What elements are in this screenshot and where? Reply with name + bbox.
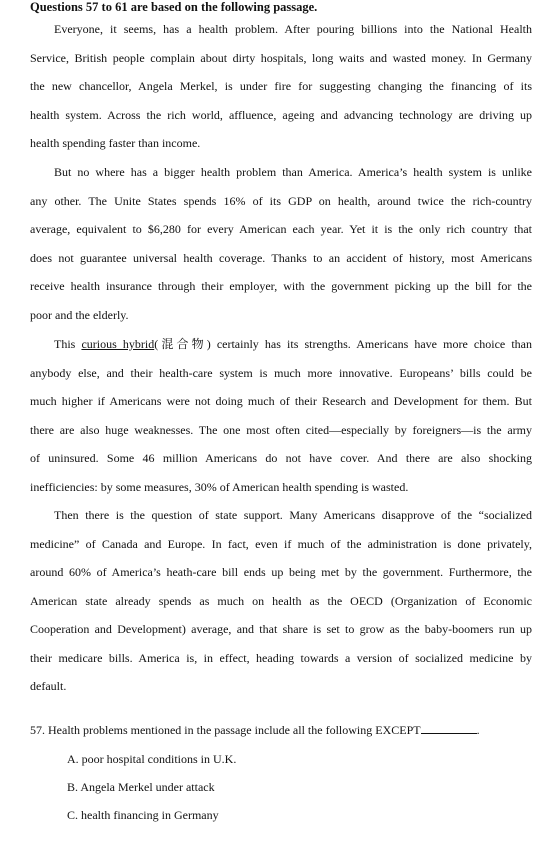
passage-line: the new chancellor, Angela Merkel, is under fire for suggesting changing the financing of its [30,79,532,93]
passage-line: average, equivalent to $6,280 for every American each year. Yet it is the only rich country that [30,222,532,236]
passage-line: health system. Across the rich world, affluence, ageing and advancing technology are driving up [30,107,532,122]
option-b: B. Angela Merkel under attack [67,780,215,794]
passage-line: there are also huge weaknesses. The one most often cited—especially by foreigners—is the army [30,422,532,437]
passage-line: of uninsured. Some 46 million Americans do not have cover. And there are also shocking [30,451,532,465]
passage-line: Cooperation and Development) average, and that share is set to grow as the baby-boomers run up [30,622,532,636]
question-stem: 57. Health problems mentioned in the passage include all the following EXCEPT [30,723,421,737]
option-a: A. poor hospital conditions in U.K. [67,752,237,766]
question-tail: . [476,723,480,737]
line-text: (混合物) certainly has its strengths. Americans have more choice than [154,337,532,351]
passage-line [54,337,532,351]
option-c: C. health financing in Germany [67,808,219,822]
question-57 [30,723,480,737]
underlined-term: curious hybrid [81,337,155,351]
passage-line: inefficiencies: by some measures, 30% of American health spending is wasted. [30,479,409,494]
passage-line: anybody else, and their health-care system is much more innovative. Europeans’ bills could be [30,365,532,380]
passage-line: Then there is the question of state support. Many Americans disapprove of the “socialized [54,508,532,522]
passage-line: their medicare bills. America is, in effect, heading towards a version of socialized medicine by [30,650,532,665]
passage-line: poor and the elderly. [30,307,129,322]
passage-line: receive health insurance through their employer, with the government picking up the bill for the [30,279,532,293]
passage-line: much higher if Americans were not doing much of their Research and Development for them. But [30,394,532,408]
passage-line: any other. The Unite States spends 16% of its GDP on health, around twice the rich-country [30,193,532,208]
answer-blank [421,723,477,734]
passage-heading: Questions 57 to 61 are based on the following passage. [30,0,318,14]
passage-line: default. [30,679,67,693]
passage-line: around 60% of America’s heath-care bill ends up being met by the government. Furthermore, the [30,565,532,579]
passage-line: American state already spends as much on health as the OECD (Organization of Economic [30,593,532,608]
line-text: This [54,337,82,351]
passage-line: Service, British people complain about dirty hospitals, long waits and wasted money. In Germany [30,50,532,65]
passage-line: does not guarantee universal health coverage. Thanks to an accident of history, most Americans [30,250,532,265]
passage-line: health spending faster than income. [30,136,201,150]
passage-line: But no where has a bigger health problem than America. America’s health system is unlike [54,165,532,179]
passage-line: medicine” of Canada and Europe. In fact, even if much of the administration is done privately, [30,536,532,551]
passage-line: Everyone, it seems, has a health problem. After pouring billions into the National Health [54,22,532,36]
